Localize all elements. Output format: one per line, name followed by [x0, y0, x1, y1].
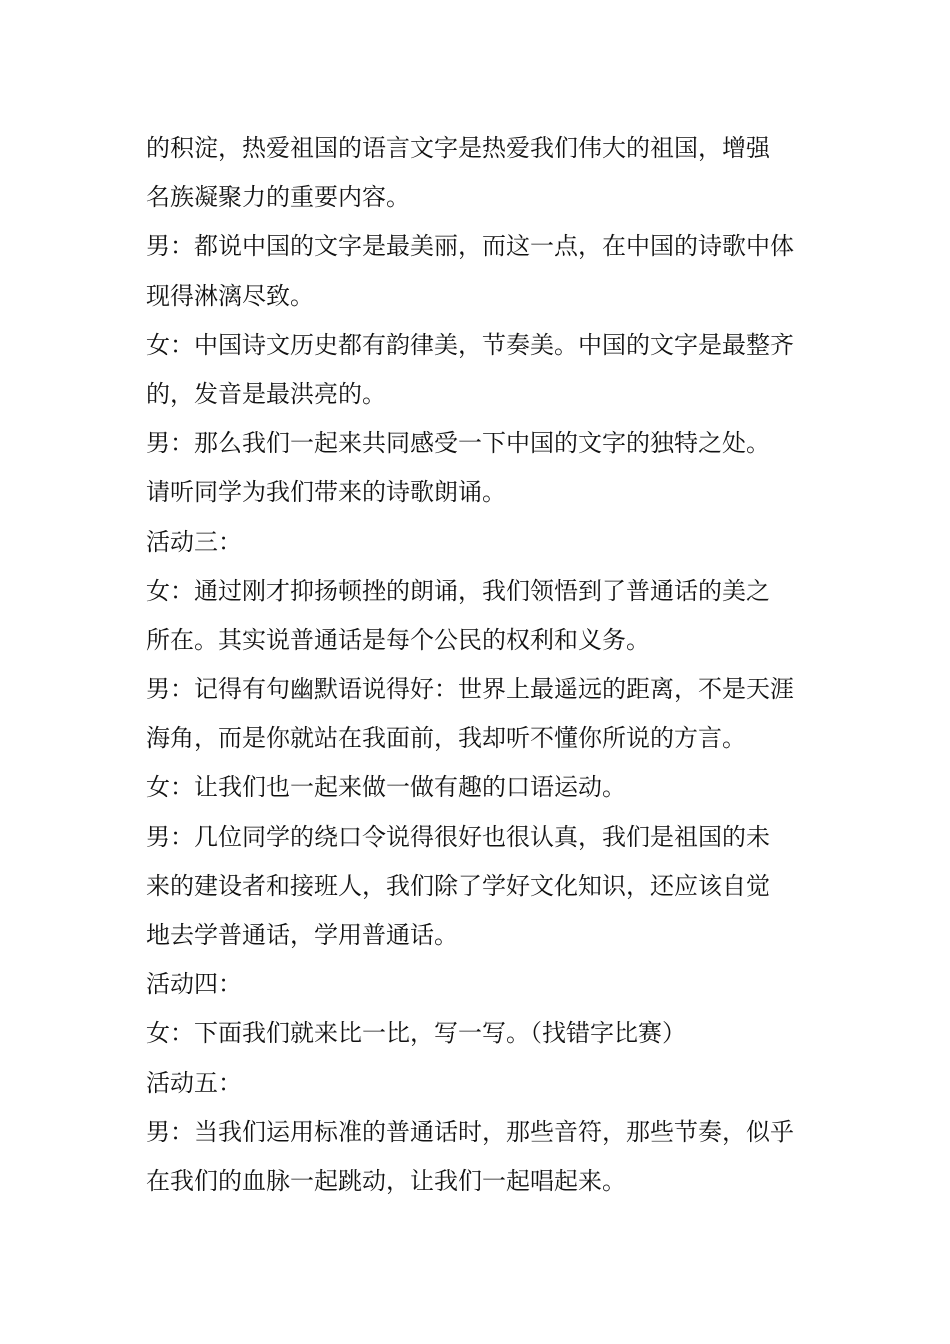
- text-line: 男：都说中国的文字是最美丽，而这一点，在中国的诗歌中体: [146, 232, 794, 261]
- text-line: 所在。其实说普通话是每个公民的权利和义务。: [146, 625, 650, 654]
- text-line: 女：通过刚才抑扬顿挫的朗诵，我们领悟到了普通话的美之: [146, 576, 770, 605]
- text-line: 名族凝聚力的重要内容。: [146, 183, 410, 212]
- text-line: 在我们的血脉一起跳动，让我们一起唱起来。: [146, 1166, 626, 1195]
- text-line: 的，发音是最洪亮的。: [146, 379, 386, 408]
- text-line: 的积淀，热爱祖国的语言文字是热爱我们伟大的祖国，增强: [146, 134, 770, 162]
- section-heading: 活动五：: [146, 1068, 242, 1097]
- text-line: 男：几位同学的绕口令说得很好也很认真，我们是祖国的未: [146, 822, 770, 851]
- text-line: 男：记得有句幽默语说得好：世界上最遥远的距离，不是天涯: [146, 675, 794, 704]
- text-line: 女：让我们也一起来做一做有趣的口语运动。: [146, 773, 626, 802]
- text-line: 女：中国诗文历史都有韵律美，节奏美。中国的文字是最整齐: [146, 330, 794, 359]
- text-line: 女：下面我们就来比一比，写一写。（找错字比赛）: [146, 1019, 686, 1048]
- text-line: 请听同学为我们带来的诗歌朗诵。: [146, 478, 506, 507]
- text-line: 来的建设者和接班人，我们除了学好文化知识，还应该自觉: [146, 871, 770, 900]
- text-line: 现得淋漓尽致。: [146, 281, 314, 310]
- document-body: [146, 124, 810, 1206]
- text-line: 男：那么我们一起来共同感受一下中国的文字的独特之处。: [146, 429, 770, 458]
- text-line: 地去学普通话，学用普通话。: [146, 921, 458, 949]
- section-heading: 活动三：: [146, 527, 242, 556]
- text-line: 男：当我们运用标准的普通话时，那些音符，那些节奏，似乎: [146, 1117, 794, 1146]
- section-heading: 活动四：: [146, 970, 242, 999]
- text-line: 海角，而是你就站在我面前，我却听不懂你所说的方言。: [146, 724, 746, 753]
